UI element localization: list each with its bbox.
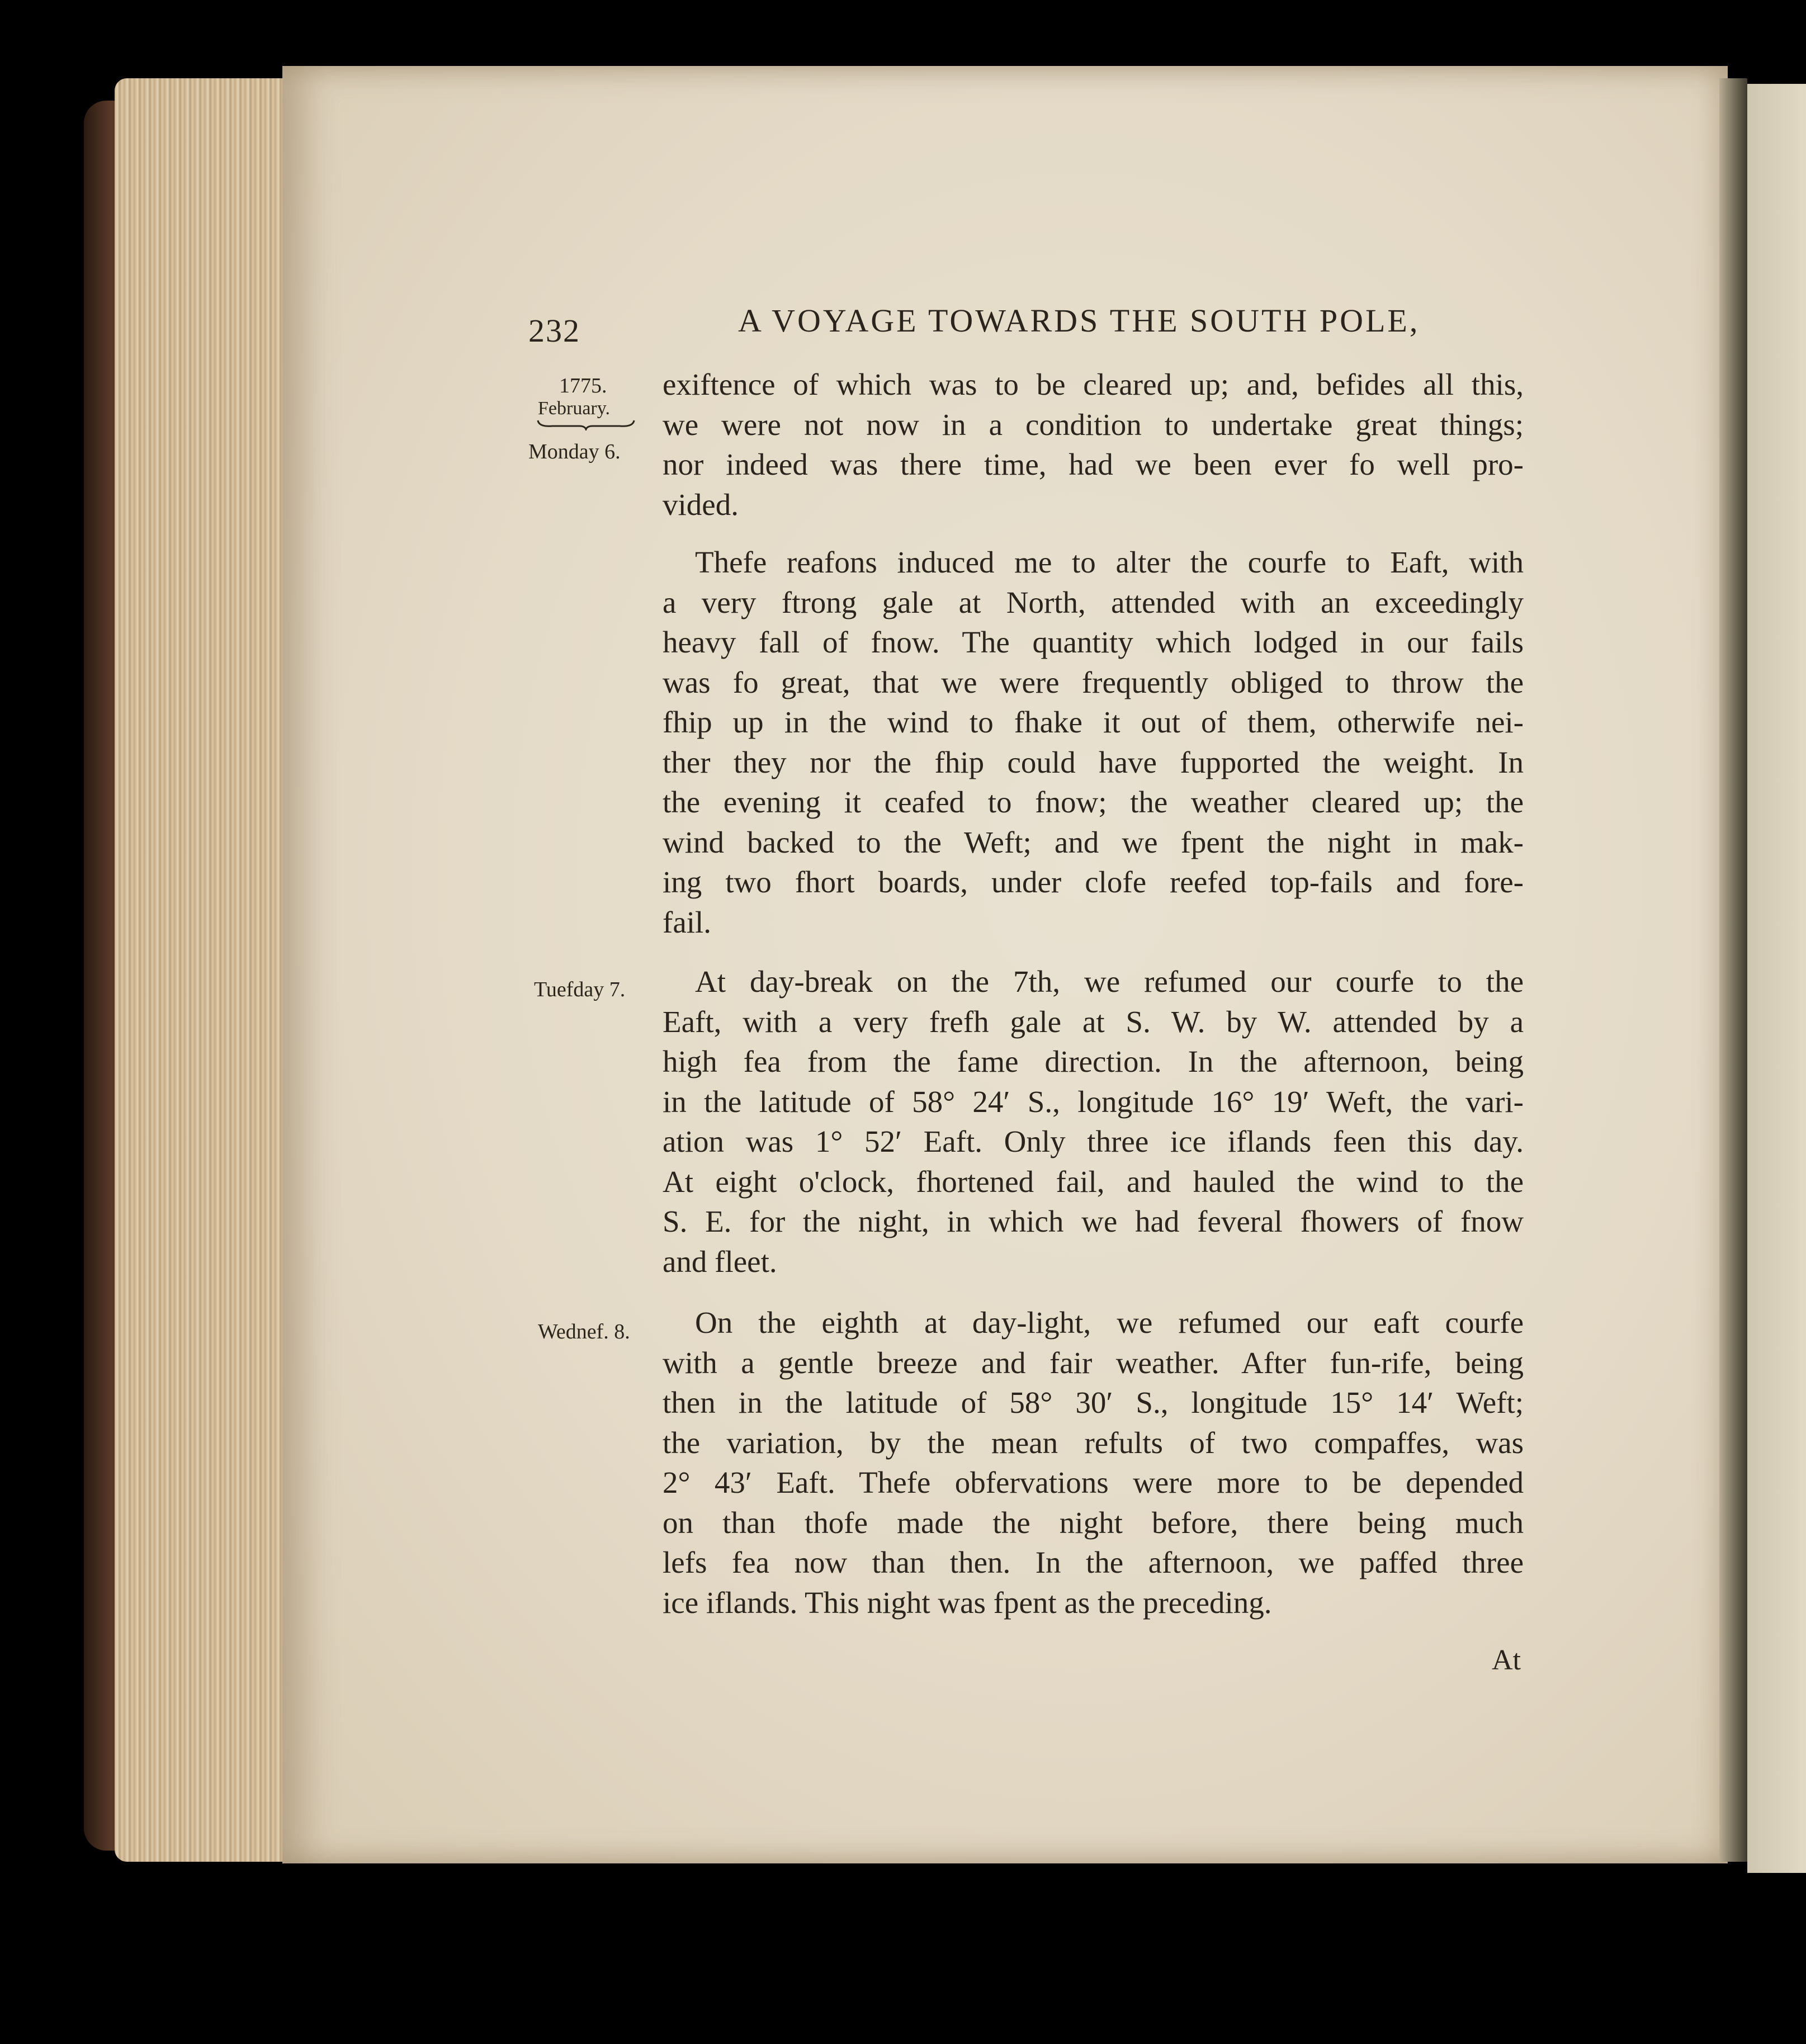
paragraph-4 [663, 1303, 1524, 1622]
paragraph-2 [663, 542, 1524, 942]
text-line: the evening it ceafed to fnow; the weather cleared up; the [663, 785, 1524, 819]
text-line: wind backed to the Weft; and we fpent the night in mak- [663, 825, 1524, 859]
margin-date-wednesday: Wednef. 8. [538, 1320, 630, 1343]
page-edges [115, 78, 294, 1862]
text-line: Thefe reafons induced me to alter the courfe to Eaft, with [695, 545, 1524, 579]
text-line: exiftence of which was to be cleared up; and, befides all this, [663, 367, 1524, 401]
paragraph-1 [663, 365, 1524, 524]
running-title: A VOYAGE TOWARDS THE SOUTH POLE, [738, 302, 1420, 339]
text-line: fail. [663, 905, 712, 939]
text-line: 2° 43′ Eaft. Thefe obfervations were more to be depended [663, 1465, 1524, 1499]
catchword: At [1492, 1644, 1521, 1676]
text-line: nor indeed was there time, had we been ever fo well pro- [663, 447, 1524, 481]
margin-brace-icon [536, 418, 636, 430]
text-line: ation was 1° 52′ Eaft. Only three ice iflands feen this day. [663, 1124, 1524, 1158]
book-gutter [1719, 78, 1747, 1862]
text-line: the variation, by the mean refults of two compaffes, was [663, 1425, 1524, 1460]
text-line: a very ftrong gale at North, attended with an exceedingly [663, 585, 1524, 619]
text-line: At eight o'clock, fhortened fail, and hauled the wind to the [663, 1164, 1524, 1199]
text-line: On the eighth at day-light, we refumed our eaft courfe [695, 1305, 1524, 1340]
facing-page-edge [1747, 84, 1806, 1873]
text-line: Eaft, with a very frefh gale at S. W. by W. attended by a [663, 1004, 1524, 1039]
margin-month: February. [538, 398, 611, 419]
text-line: At day-break on the 7th, we refumed our courfe to the [695, 964, 1524, 999]
paragraph-3 [663, 962, 1524, 1281]
text-line: was fo great, that we were frequently obliged to throw the [663, 665, 1524, 699]
page-number: 232 [528, 313, 580, 349]
text-line: ther they nor the fhip could have fupported the weight. In [663, 745, 1524, 779]
margin-date-monday: Monday 6. [528, 440, 621, 463]
text-line: ice iflands. This night was fpent as the preceding. [663, 1585, 1272, 1620]
text-line: lefs fea now than then. In the afternoon, we paffed three [663, 1545, 1524, 1579]
text-line: fhip up in the wind to fhake it out of them, otherwife nei- [663, 705, 1524, 739]
text-line: we were not now in a condition to undertake great things; [663, 407, 1524, 442]
text-line: vided. [663, 487, 739, 522]
text-line: S. E. for the night, in which we had feveral fhowers of fnow [663, 1204, 1524, 1238]
margin-year: 1775. [559, 374, 607, 398]
text-line: in the latitude of 58° 24′ S., longitude 16° 19′ Weft, the vari- [663, 1084, 1524, 1119]
text-line: heavy fall of fnow. The quantity which lodged in our fails [663, 625, 1524, 659]
margin-date-tuesday: Tuefday 7. [534, 978, 626, 1001]
text-line: with a gentle breeze and fair weather. After fun-rife, being [663, 1345, 1524, 1380]
text-line: ing two fhort boards, under clofe reefed top-fails and fore- [663, 865, 1524, 899]
text-line: then in the latitude of 58° 30′ S., longitude 15° 14′ Weft; [663, 1385, 1524, 1420]
text-line: and fleet. [663, 1244, 777, 1279]
text-line: on than thofe made the night before, there being much [663, 1505, 1524, 1540]
text-line: high fea from the fame direction. In the afternoon, being [663, 1044, 1524, 1078]
